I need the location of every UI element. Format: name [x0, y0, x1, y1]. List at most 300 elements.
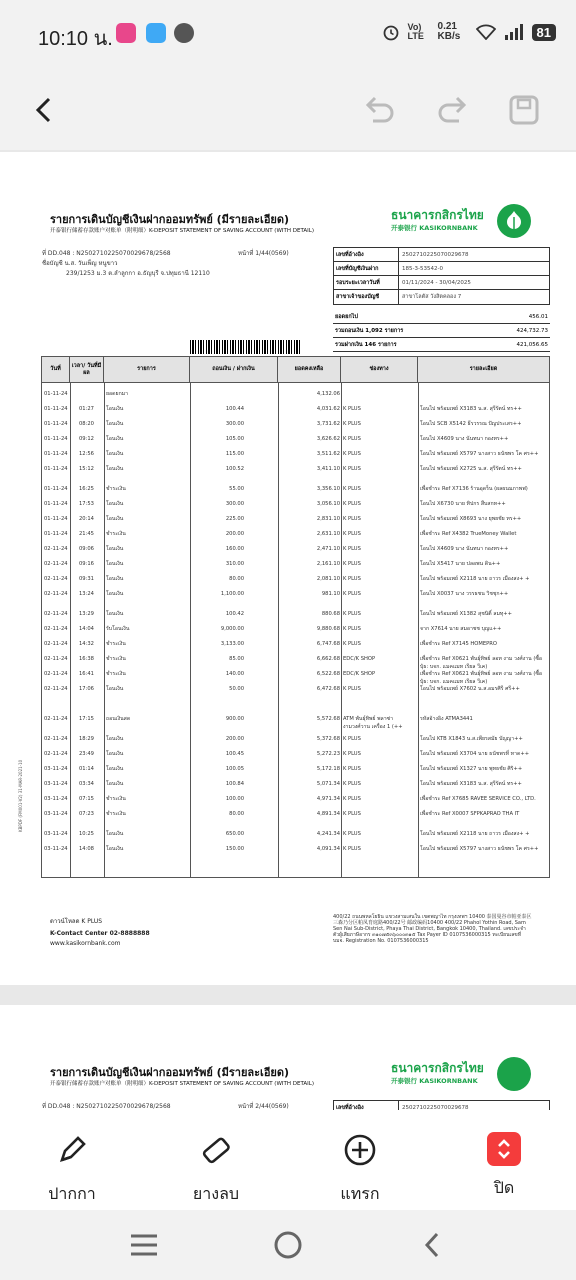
row-amount: 105.00: [225, 436, 244, 442]
row-channel: K PLUS: [343, 451, 361, 457]
row-channel: EDC/K SHOP: [343, 656, 376, 662]
assistant-notification-icon: [146, 23, 166, 43]
row-channel: K PLUS: [343, 531, 361, 537]
row-date: 03-11-24: [44, 796, 68, 802]
row-date: 02-11-24: [44, 561, 68, 567]
row-date: 01-11-24: [44, 516, 68, 522]
row-amount: 50.00: [229, 686, 244, 692]
row-description: โอนเงิน: [106, 781, 124, 787]
network-speed: 0.21 KB/s: [437, 21, 461, 42]
transaction-table: [41, 356, 550, 878]
volte-indicator: Vo) LTE: [407, 22, 424, 41]
row-description: ชำระเงิน: [106, 796, 126, 802]
row-amount: 100.44: [225, 406, 244, 412]
row-details: โอนไป พร้อมเพย์ X3704 นาย ธนัชพรที่ ทาด++: [420, 751, 530, 757]
document-viewer[interactable]: [0, 150, 576, 1110]
statement-page-2: [0, 1005, 576, 1110]
close-label: ปิด: [493, 1178, 515, 1197]
summary-row: [333, 338, 550, 352]
insert-label: แทรก: [340, 1184, 380, 1203]
battery-indicator: 81: [532, 24, 556, 41]
row-amount: 900.00: [225, 716, 244, 722]
row-details: โอนไป พร้อมเพย์ X5797 นางสาว ธนัชพร โค ศร++: [420, 451, 539, 457]
document-reference: ที่ DD.048 : N2502710225070029678/2568: [42, 1103, 171, 1110]
row-channel: K PLUS: [343, 561, 361, 567]
row-date: 02-11-24: [44, 576, 68, 582]
row-time: 20:14: [79, 516, 94, 522]
row-date: 02-11-24: [44, 626, 68, 632]
undo-icon: [363, 95, 397, 125]
row-details: โอนไป X0037 นาง วรรธชน วิชชุก++: [420, 591, 509, 597]
row-balance: 2,161.10: [316, 561, 340, 567]
row-amount: 650.00: [225, 831, 244, 837]
row-details: โอนไป SCB X5142 ธีรวรรณ ปัญประเสร++: [420, 421, 522, 427]
row-description: ชำระเงิน: [106, 531, 126, 537]
row-details: โอนไป พร้อมเพย์ X8693 นาง ยุพยชัย ทร++: [420, 516, 522, 522]
row-description: โอนเงิน: [106, 766, 124, 772]
barcode: [190, 340, 300, 354]
row-amount: 310.00: [225, 561, 244, 567]
row-description: โอนเงิน: [106, 546, 124, 552]
row-balance: 4,971.34: [316, 796, 340, 802]
row-time: 13:24: [79, 591, 94, 597]
row-balance: 6,522.68: [316, 671, 340, 677]
column-header-date: วันที่: [42, 357, 70, 382]
row-date: 02-11-24: [44, 656, 68, 662]
info-label: เลขที่บัญชีเงินฝาก: [334, 262, 399, 275]
row-balance: 880.68: [321, 611, 340, 617]
column-header-channel: ช่องทาง: [341, 357, 418, 382]
row-channel: K PLUS: [343, 736, 361, 742]
insert-tool[interactable]: [320, 1132, 400, 1207]
row-date: 02-11-24: [44, 641, 68, 647]
row-details: โอนไป พร้อมเพย์ X2118 นาย ถาวร เมืองสง+ +: [420, 831, 530, 837]
row-time: 09:31: [79, 576, 94, 582]
row-amount: 160.00: [225, 546, 244, 552]
row-amount: 80.00: [229, 811, 244, 817]
info-row: [334, 276, 549, 290]
row-channel: K PLUS: [343, 516, 361, 522]
info-value: 01/11/2024 - 30/04/2025: [402, 280, 471, 286]
row-details: เพื่อชำระ Ref X7136 ร้านอุดร็น (ผลผนมภาพฟ): [420, 486, 528, 492]
row-time: 09:16: [79, 561, 94, 567]
row-amount: 100.45: [225, 751, 244, 757]
summary-row: [333, 310, 550, 324]
row-details: โอนไป พร้อมเพย์ X5797 นางสาว ธนัชพร โค ศร++: [420, 846, 539, 852]
row-balance: 2,831.10: [316, 516, 340, 522]
row-balance: 2,631.10: [316, 531, 340, 537]
row-description: ชำระเงิน: [106, 486, 126, 492]
row-description: โอนเงิน: [106, 736, 124, 742]
row-date: 03-11-24: [44, 781, 68, 787]
row-time: 08:20: [79, 421, 94, 427]
row-description: โอนเงิน: [106, 576, 124, 582]
row-channel: K PLUS: [343, 576, 361, 582]
summary-value: 421,056.65: [516, 342, 548, 348]
row-details: โอนไป พร้อมเพย์ X7602 น.ส.อมรศิรี ศรี++: [420, 686, 520, 692]
info-label: เลขที่อ้างอิง: [334, 1101, 399, 1110]
bank-name-thai: ธนาคารกสิกรไทย: [391, 1061, 484, 1075]
row-channel: K PLUS: [343, 766, 361, 772]
row-details: โอนไป พร้อมเพย์ X3183 น.ส. สุรีรัตน์ ทร++: [420, 406, 522, 412]
row-channel: EDC/K SHOP: [343, 671, 376, 677]
row-details: โอนไป พร้อมเพย์ X2725 น.ส. สุรีรัตน์ ทร++: [420, 466, 522, 472]
row-date: 01-11-24: [44, 421, 68, 427]
system-navigation-bar: [0, 1210, 576, 1280]
row-amount: 150.00: [225, 846, 244, 852]
account-name: ชื่อบัญชี น.ส. วันเพ็ญ หนูขาว: [42, 260, 118, 267]
row-date: 01-11-24: [44, 531, 68, 537]
row-balance: 4,031.62: [316, 406, 340, 412]
row-details: จาก X7614 นาย สมอาชช บุญแ++: [420, 626, 502, 632]
summary-label: รวมถอนเงิน 1,092 รายการ: [335, 328, 404, 334]
summary-box: [333, 310, 550, 352]
home-button[interactable]: [268, 1228, 308, 1262]
row-channel: K PLUS: [343, 686, 361, 692]
row-amount: 55.00: [229, 486, 244, 492]
row-balance: 2,081.10: [316, 576, 340, 582]
row-time: 14:32: [79, 641, 94, 647]
row-channel: K PLUS: [343, 796, 361, 802]
row-details: โอนไป พร้อมเพย์ X3183 น.ส. สุรีรัตน์ ทร++: [420, 781, 522, 787]
row-details: โอนไป X5417 นาย ปลอพน ดิน++: [420, 561, 501, 567]
row-time: 03:34: [79, 781, 94, 787]
eraser-tool[interactable]: [176, 1132, 256, 1207]
row-date: 01-11-24: [44, 486, 68, 492]
row-balance: 6,472.68: [316, 686, 340, 692]
footer-kplus: ดาวน์โหลด K PLUS: [50, 918, 103, 925]
row-date: 02-11-24: [44, 591, 68, 597]
row-date: 02-11-24: [44, 736, 68, 742]
row-amount: 100.00: [225, 796, 244, 802]
row-balance: 4,132.06: [316, 391, 340, 397]
row-channel: K PLUS: [343, 486, 361, 492]
row-amount: 100.42: [225, 611, 244, 617]
row-details: เพื่อชำระ Ref X0007 SFPKAPRAO THA IT: [420, 811, 520, 817]
row-details: เพื่อชำระ Ref X4382 TrueMoney Wallet: [420, 531, 517, 537]
document-reference: ที่ DD.048 : N2502710225070029678/2568: [42, 250, 171, 257]
row-description: โอนเงิน: [106, 436, 124, 442]
row-description: โอนเงิน: [106, 831, 124, 837]
redo-icon: [435, 95, 469, 125]
save-icon: [508, 94, 540, 126]
row-description: รับโอนเงิน: [106, 626, 130, 632]
row-date: 02-11-24: [44, 611, 68, 617]
row-date: 01-11-24: [44, 406, 68, 412]
row-time: 17:53: [79, 501, 94, 507]
status-indicators: [382, 22, 556, 42]
row-channel: K PLUS: [343, 781, 361, 787]
row-amount: 115.00: [225, 451, 244, 457]
row-amount: 300.00: [225, 421, 244, 427]
row-description: โอนเงิน: [106, 406, 124, 412]
row-channel: K PLUS: [343, 546, 361, 552]
row-description: ถอนเงินสด: [106, 716, 131, 722]
row-channel: K PLUS: [343, 626, 361, 632]
row-date: 03-11-24: [44, 846, 68, 852]
row-channel: K PLUS: [343, 591, 361, 597]
info-label: เลขที่อ้างอิง: [334, 248, 399, 261]
row-balance: 5,071.34: [316, 781, 340, 787]
signal-icon: [504, 24, 524, 40]
kasikornbank-logo-icon: [497, 204, 531, 238]
form-code: KBPDF (FM001-V2) 31-MAR-2021-10: [18, 759, 23, 832]
row-channel: K PLUS: [343, 811, 361, 817]
info-value: 2502710225070029678: [402, 1105, 469, 1110]
collapse-icon: [487, 1132, 521, 1166]
footer-website: www.kasikornbank.com: [50, 940, 121, 947]
row-channel: K PLUS: [343, 641, 361, 647]
row-amount: 80.00: [229, 576, 244, 582]
row-description: โอนเงิน: [106, 846, 124, 852]
row-balance: 3,626.62: [316, 436, 340, 442]
row-details: โอนไป พร้อมเพย์ X1382 สุชนิติ์ ลมทุ++: [420, 611, 512, 617]
row-channel: K PLUS: [343, 831, 361, 837]
info-value: 185-3-53542-0: [402, 266, 443, 272]
summary-value: 424,732.73: [516, 328, 548, 334]
row-balance: 5,572.68: [316, 716, 340, 722]
info-row: [334, 248, 549, 262]
row-time: 14:08: [79, 846, 94, 852]
status-bar: [0, 0, 576, 70]
info-label: รอบระยะเวลาวันที่: [334, 276, 399, 289]
page-number: หน้าที่ 2/44(0569): [238, 1103, 289, 1110]
statement-title: รายการเดินบัญชีเงินฝากออมทรัพย์ (มีรายละเอียด): [50, 1066, 290, 1079]
row-balance: 3,731.62: [316, 421, 340, 427]
row-balance: 3,511.62: [316, 451, 340, 457]
statement-page-1: [0, 152, 576, 985]
row-amount: 200.00: [225, 531, 244, 537]
column-header-details: รายละเอียด: [469, 366, 498, 372]
row-balance: 5,172.18: [316, 766, 340, 772]
recent-apps-button[interactable]: [124, 1228, 164, 1262]
row-time: 09:06: [79, 546, 94, 552]
row-description: โอนเงิน: [106, 421, 124, 427]
row-balance: 4,091.34: [316, 846, 340, 852]
save-button[interactable]: [504, 90, 544, 130]
row-amount: 100.52: [225, 466, 244, 472]
row-amount: 1,100.00: [220, 591, 244, 597]
row-details: เพื่อชำระ Ref X0621 พันธุ์ทิพย์ ลอท งาม วงศ์งาน (ซื้อบุ้ธ: บจก. แมคแมท เรียล วีเค): [420, 671, 542, 685]
row-description: โอนเงิน: [106, 516, 124, 522]
row-description: โอนเงิน: [106, 591, 124, 597]
row-date: 02-11-24: [44, 686, 68, 692]
row-date: 01-11-24: [44, 391, 68, 397]
statement-subtitle: 开泰银行储蓄存款账户对账单（附明细）K-DEPOSIT STATEMENT OF SAVING ACCOUNT (WITH DETAIL): [50, 1081, 314, 1087]
row-time: 16:25: [79, 486, 94, 492]
row-time: 15:12: [79, 466, 94, 472]
summary-label: รวมฝากเงิน 146 รายการ: [335, 342, 397, 348]
statement-title: รายการเดินบัญชีเงินฝากออมทรัพย์ (มีรายละเอียด): [50, 213, 290, 226]
row-description: ชำระเงิน: [106, 656, 126, 662]
row-time: 09:12: [79, 436, 94, 442]
row-time: 14:04: [79, 626, 94, 632]
close-tool[interactable]: [464, 1132, 544, 1201]
row-details: โอนไป X4609 นาง นันทนา กองทร++: [420, 436, 509, 442]
kasikornbank-logo-icon: [497, 1057, 531, 1091]
table-body: [42, 383, 549, 877]
menu-icon: [129, 1233, 159, 1257]
row-date: 01-11-24: [44, 501, 68, 507]
row-channel: K PLUS: [343, 406, 361, 412]
row-amount: 3,133.00: [220, 641, 244, 647]
account-info-box: [333, 247, 550, 305]
row-details: โอนไป X4609 นาง นันทนา กองทร++: [420, 546, 509, 552]
row-amount: 100.05: [225, 766, 244, 772]
chevron-left-icon: [422, 1231, 442, 1259]
row-details: โอนไป พร้อมเพย์ X1327 นาย พุทธชัย ศิริ++: [420, 766, 523, 772]
bank-name-english: 开泰银行 KASIKORNBANK: [391, 224, 478, 232]
row-channel: K PLUS: [343, 421, 361, 427]
row-channel: K PLUS: [343, 436, 361, 442]
summary-label: ยอดยกไป: [335, 314, 358, 320]
row-balance: 4,241.34: [316, 831, 340, 837]
row-channel: K PLUS: [343, 751, 361, 757]
row-date: 02-11-24: [44, 671, 68, 677]
editor-toolbar: [0, 70, 576, 150]
row-balance: 5,372.68: [316, 736, 340, 742]
row-time: 16:38: [79, 656, 94, 662]
row-amount: 140.00: [225, 671, 244, 677]
summary-value: 456.01: [528, 314, 548, 320]
line-app-icon: [174, 23, 194, 43]
eraser-label: ยางลบ: [192, 1184, 240, 1203]
row-date: 03-11-24: [44, 811, 68, 817]
row-channel: K PLUS: [343, 846, 361, 852]
column-header-balance: ยอดคงเหลือ: [278, 357, 341, 382]
row-balance: 9,880.68: [316, 626, 340, 632]
row-time: 07:23: [79, 811, 94, 817]
undo-button[interactable]: [360, 90, 400, 130]
row-time: 01:27: [79, 406, 94, 412]
row-balance: 3,411.10: [316, 466, 340, 472]
row-time: 10:25: [79, 831, 94, 837]
row-time: 07:15: [79, 796, 94, 802]
row-channel: K PLUS: [343, 466, 361, 472]
row-date: 03-11-24: [44, 766, 68, 772]
row-date: 03-11-24: [44, 831, 68, 837]
account-info-box: [333, 1100, 550, 1110]
row-time: 12:56: [79, 451, 94, 457]
bank-name-english: 开泰银行 KASIKORNBANK: [391, 1077, 478, 1085]
row-balance: 6,662.68: [316, 656, 340, 662]
pen-icon: [54, 1132, 90, 1168]
row-description: ชำระเงิน: [106, 811, 126, 817]
row-channel: K PLUS: [343, 611, 361, 617]
row-description: โอนเงิน: [106, 466, 124, 472]
row-time: 21:45: [79, 531, 94, 537]
column-header-amount: ถอนเงิน / ฝากเงิน: [190, 357, 278, 382]
row-details: เพื่อชำระ Ref X0621 พันธุ์ทิพย์ ลอท งาม วงศ์งาน (ซื้อบุ้ธ: บจก. แมคแมท เรียล วีเค): [420, 656, 542, 670]
info-row: [334, 290, 549, 304]
row-details: เพื่อชำระ Ref X7685 RAVEE SERVICE CO., LTD.: [420, 796, 536, 802]
row-time: 13:29: [79, 611, 94, 617]
row-description: โอนเงิน: [106, 501, 124, 507]
info-row: [334, 262, 549, 276]
row-details: โอนไป KTB X1843 น.ส.เพียรสมัย บัญญา++: [420, 736, 523, 742]
row-description: โอนเงิน: [106, 611, 124, 617]
row-date: 01-11-24: [44, 466, 68, 472]
row-channel: K PLUS: [343, 501, 361, 507]
row-amount: 85.00: [229, 656, 244, 662]
column-header-time: เวลา/ วันที่มีผล: [70, 357, 104, 382]
row-date: 01-11-24: [44, 451, 68, 457]
row-details: เพื่อชำระ Ref X7145 HOMEPRO: [420, 641, 497, 647]
row-balance: 2,471.10: [316, 546, 340, 552]
eraser-icon: [198, 1132, 234, 1168]
row-amount: 200.00: [225, 736, 244, 742]
back-button[interactable]: [24, 90, 64, 130]
pen-label: ปากกา: [48, 1184, 96, 1203]
row-details: รหัสอ้างอิง ATMA3441: [420, 716, 473, 722]
row-details: โอนไป X6730 นาย ทิปกร สืบสกท++: [420, 501, 506, 507]
row-balance: 4,891.34: [316, 811, 340, 817]
row-amount: 9,000.00: [220, 626, 244, 632]
footer-contact-center: K-Contact Center 02-8888888: [50, 930, 150, 937]
table-header: [42, 357, 549, 383]
row-balance: 981.10: [321, 591, 340, 597]
row-time: 17:06: [79, 686, 94, 692]
line-notification-icon: [116, 23, 136, 43]
summary-row: [333, 324, 550, 338]
row-amount: 300.00: [225, 501, 244, 507]
row-description: โอนเงิน: [106, 451, 124, 457]
row-description: ชำระเงิน: [106, 671, 126, 677]
page-number: หน้าที่ 1/44(0569): [238, 250, 289, 257]
row-time: 17:15: [79, 716, 94, 722]
row-channel: ATM พันธุ์ทิพย์ พลาซ่า งามวงศ์วาน เครื่อง 1 (++: [343, 716, 403, 730]
row-description: โอนเงิน: [106, 686, 124, 692]
row-balance: 5,272.23: [316, 751, 340, 757]
bank-name-thai: ธนาคารกสิกรไทย: [391, 208, 484, 222]
system-back-button[interactable]: [412, 1228, 452, 1262]
row-details: โอนไป พร้อมเพย์ X2118 นาย ถาวร เมืองสง+ +: [420, 576, 530, 582]
arrow-left-icon: [32, 96, 56, 124]
column-header-description: รายการ: [104, 357, 190, 382]
info-value: 2502710225070029678: [402, 252, 469, 258]
add-circle-icon: [342, 1132, 378, 1168]
row-balance: 3,056.10: [316, 501, 340, 507]
row-balance: 3,356.10: [316, 486, 340, 492]
row-time: 01:14: [79, 766, 94, 772]
home-circle-icon: [273, 1230, 303, 1260]
row-time: 16:41: [79, 671, 94, 677]
pen-tool[interactable]: [32, 1132, 112, 1207]
row-amount: 225.00: [225, 516, 244, 522]
info-row: [334, 1101, 549, 1110]
alarm-icon: [382, 23, 400, 41]
row-description: ยอดยกมา: [106, 391, 129, 397]
wifi-icon: [476, 24, 496, 40]
statement-subtitle: 开泰银行储蓄存款账户对账单（附明细）K-DEPOSIT STATEMENT OF SAVING ACCOUNT (WITH DETAIL): [50, 228, 314, 234]
row-time: 18:29: [79, 736, 94, 742]
redo-button[interactable]: [432, 90, 472, 130]
footer-address: 400/22 ถนนพหลโยธิน แขวงสามเสนใน เขตพญาไท กรุงเทพฯ 10400 泰国曼谷市帕亚泰区三森乃分区帕凤育庭路400/22号 邮政编码10400 400/22 Phahol Yothin Road, Sam Sen Nai Sub-District, Phaya Thai District, Bangkok 10400, Thailand. เลขประจำตัวผู้เสียภาษีอากร ๓๑๐๗๕๓๖๐๐๐๓๑๕ Tax Payer ID 0107536000315 ทะเบียนเลขที่ บมจ. Registration No. 0107536000315: [333, 914, 532, 944]
info-value: สาขาโลตัส วังสิตคลอง 7: [402, 294, 462, 300]
row-date: 01-11-24: [44, 436, 68, 442]
status-time: 10:10 น.: [38, 28, 113, 50]
row-date: 02-11-24: [44, 751, 68, 757]
row-amount: 100.84: [225, 781, 244, 787]
row-date: 02-11-24: [44, 716, 68, 722]
row-description: ชำระเงิน: [106, 641, 126, 647]
row-time: 23:49: [79, 751, 94, 757]
markup-tools: [0, 1110, 576, 1210]
row-description: โอนเงิน: [106, 751, 124, 757]
row-balance: 6,747.68: [316, 641, 340, 647]
row-date: 02-11-24: [44, 546, 68, 552]
info-label: สาขาเจ้าของบัญชี: [334, 290, 399, 304]
